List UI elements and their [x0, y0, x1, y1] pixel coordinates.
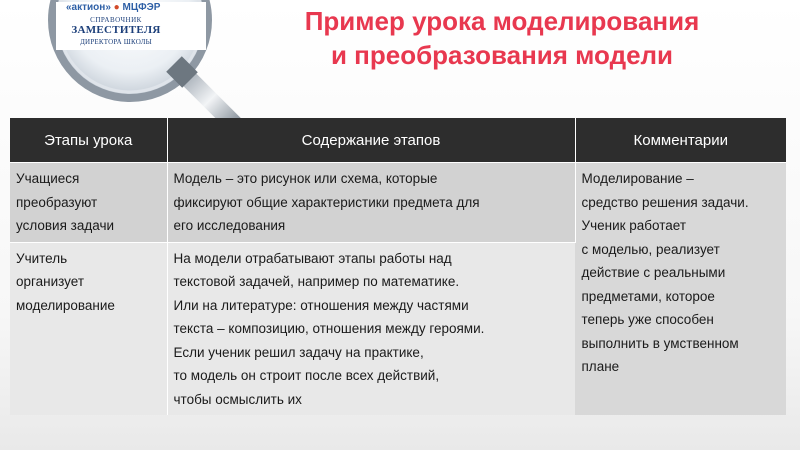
slide-title: [232, 4, 772, 72]
stage-line: преобразуют: [16, 194, 98, 210]
slide-title-line-1: Пример урока моделирования: [304, 6, 700, 36]
comment-cell: [575, 163, 786, 416]
publisher-logos: [66, 2, 160, 13]
brand-line-1: СПРАВОЧНИК: [90, 16, 142, 24]
comment-line: выполнить в умственном: [581, 335, 739, 351]
comment-line: средство решения задачи.: [581, 194, 749, 210]
content-line: На модели отрабатывают этапы работы над: [173, 250, 452, 266]
comment-line: Ученик работает: [581, 218, 687, 233]
content-line: текстовой задачей, например по математике.: [173, 274, 460, 289]
header-comments: Комментарии: [575, 118, 786, 163]
comment-line: Моделирование –: [581, 171, 694, 186]
stage-cell: [10, 163, 167, 243]
content-line: фиксируют общие характеристики предмета для: [173, 194, 480, 210]
comment-line: плане: [581, 359, 620, 374]
logo-separator-icon: ●: [113, 2, 123, 13]
content-line: Модель – это рисунок или схема, которые: [173, 171, 438, 186]
content-cell: [167, 242, 575, 415]
brand-logo: [56, 2, 206, 50]
mcfer-logo: МЦФЭР: [122, 2, 161, 13]
aktion-logo: «актион»: [66, 2, 111, 13]
content-line: текста – композицию, отношения между героями.: [173, 321, 485, 336]
header-stages: Этапы урока: [10, 118, 167, 163]
slide-title-line-2: и преобразования модели: [330, 40, 674, 70]
stage-line: моделирование: [16, 297, 115, 313]
stage-line: условия задачи: [16, 218, 115, 233]
brand-line-2: ЗАМЕСТИТЕЛЯ: [71, 24, 161, 36]
header-content: Содержание этапов: [167, 118, 575, 163]
content-cell: [167, 163, 575, 243]
stage-line: организует: [16, 274, 85, 289]
table-header-row: [10, 118, 786, 163]
content-line: его исследования: [173, 218, 286, 233]
stage-cell: [10, 242, 167, 415]
stage-line: Учитель: [16, 250, 68, 266]
stage-line: Учащиеся: [16, 171, 80, 186]
brand-line-3: ДИРЕКТОРА ШКОЛЫ: [80, 38, 152, 46]
content-line: Если ученик решил задачу на практике,: [173, 344, 424, 360]
content-line: Или на литературе: отношения между частями: [173, 297, 469, 313]
comment-line: действие с реальными: [581, 265, 726, 280]
lesson-table: [10, 118, 786, 415]
table-row: [10, 163, 786, 243]
content-line: то модель он строит после всех действий,: [173, 368, 440, 383]
comment-line: теперь уже способен: [581, 312, 714, 327]
comment-line: с моделью, реализует: [581, 241, 720, 257]
comment-line: предметами, которое: [581, 288, 715, 304]
content-line: чтобы осмыслить их: [173, 391, 302, 407]
